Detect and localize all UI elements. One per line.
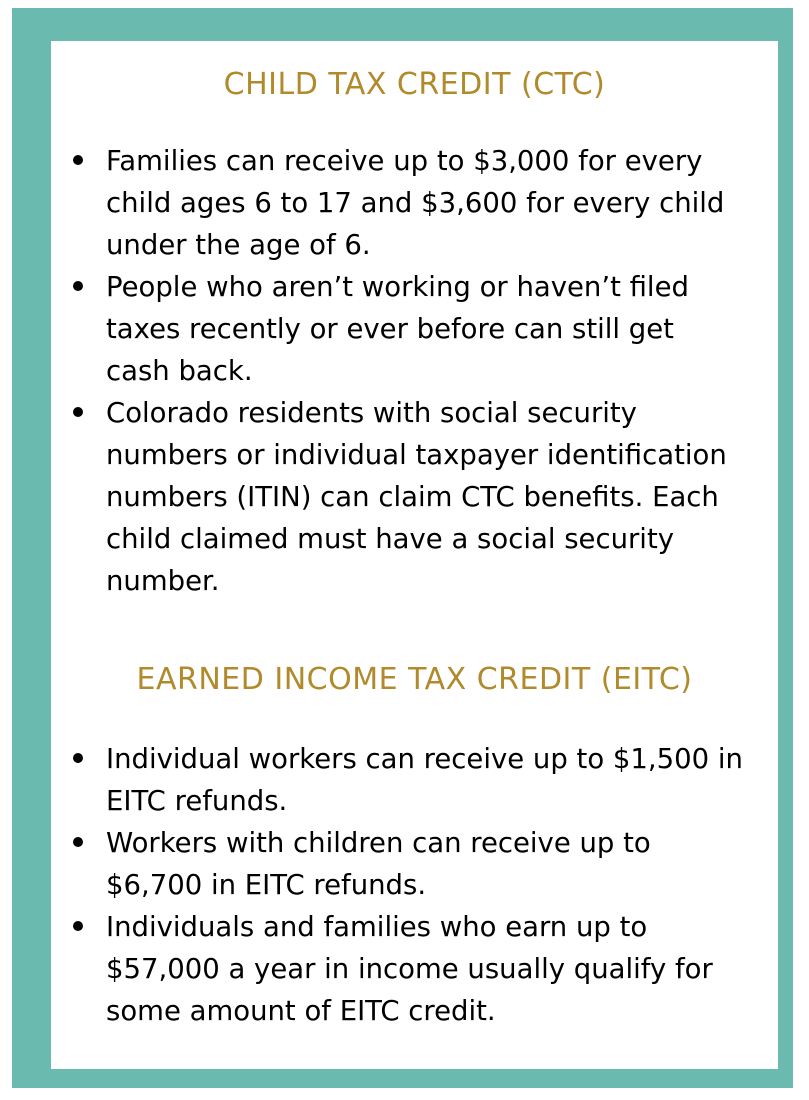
bullet-dot-icon — [73, 921, 83, 931]
teal-border-frame — [12, 8, 793, 1088]
list-item-text: Individual workers can receive up to $1,500 in EITC refunds. — [106, 743, 743, 817]
eitc-bullet-list — [51, 738, 746, 1032]
bullet-dot-icon — [73, 407, 83, 417]
list-item — [106, 906, 746, 1032]
bullet-dot-icon — [73, 281, 83, 291]
list-item-text: Families can receive up to $3,000 for every child ages 6 to 17 and $3,600 for every child under the age of 6. — [106, 145, 725, 261]
list-item — [106, 392, 746, 602]
ctc-bullet-list — [51, 140, 746, 602]
bullet-dot-icon — [73, 753, 83, 763]
list-item-text: People who aren’t working or haven’t filed taxes recently or ever before can still get cash back. — [106, 271, 689, 387]
eitc-heading: EARNED INCOME TAX CREDIT (EITC) — [136, 662, 693, 697]
bullet-dot-icon — [73, 155, 83, 165]
ctc-heading: CHILD TAX CREDIT (CTC) — [223, 67, 606, 102]
bullet-dot-icon — [73, 837, 83, 847]
list-item — [106, 140, 746, 266]
list-item — [106, 266, 746, 392]
list-item-text: Colorado residents with social security numbers or individual taxpayer identification numbers (ITIN) can claim CTC benefits. Each child claimed must have a social security number. — [106, 397, 727, 597]
list-item-text: Workers with children can receive up to $6,700 in EITC refunds. — [106, 827, 651, 901]
list-item-text: Individuals and families who earn up to $57,000 a year in income usually qualify for some amount of EITC credit. — [106, 911, 713, 1027]
content-panel — [51, 41, 778, 1069]
list-item — [106, 822, 746, 906]
list-item — [106, 738, 746, 822]
